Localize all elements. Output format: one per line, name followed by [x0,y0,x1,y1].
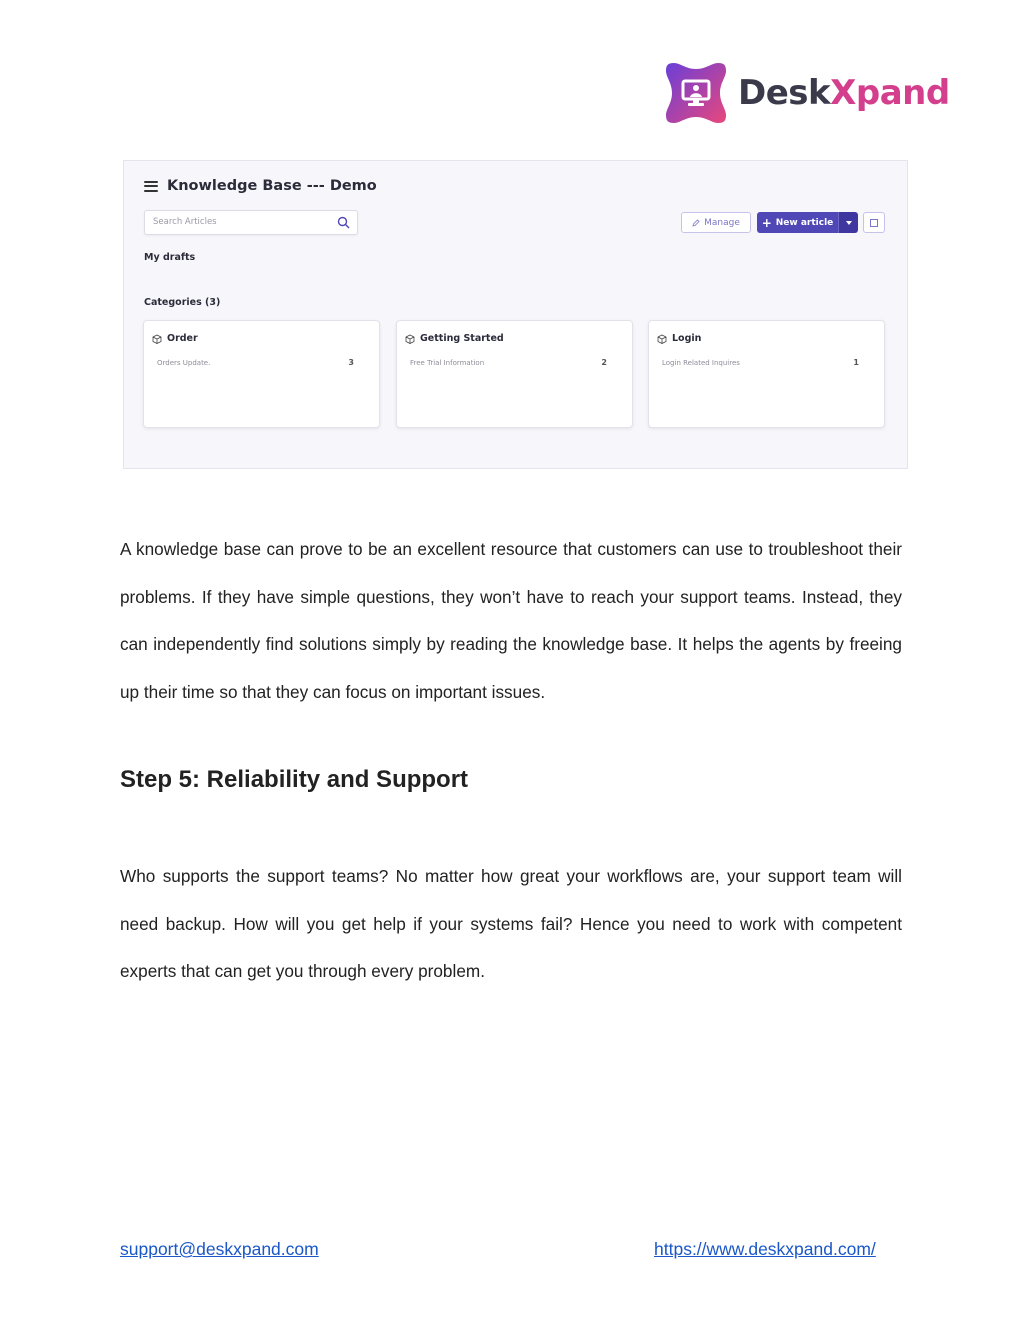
monitor-icon [664,61,728,125]
search-placeholder: Search Articles [153,217,217,227]
cube-icon [657,334,667,344]
support-email-link[interactable]: support@deskxpand.com [120,1239,319,1259]
cube-icon [405,334,415,344]
cube-icon [152,334,162,344]
expand-button[interactable] [863,212,885,233]
new-article-label: New article [775,217,834,228]
new-article-button[interactable] [757,212,838,233]
category-title: Getting Started [420,333,504,344]
chevron-down-icon [846,221,852,225]
paragraph-knowledge-base: A knowledge base can prove to be an excellent resource that customers can use to troubleshoot their problems. If they have simple questions, they won’t have to reach your support teams. Instead, they can independently find solutions simply by reading the knowledge base. It helps the agents by freeing up their time so that they can focus on important issues. [120,539,902,702]
category-card-login[interactable] [648,320,885,428]
card-title-row [657,333,701,344]
website-link[interactable]: https://www.deskxpand.com/ [654,1239,876,1259]
paragraph-reliability: Who supports the support teams? No matter how great your workflows are, your support team will need backup. How will you get help if your systems fail? Hence you need to work with competent experts that can get you through every problem. [120,866,902,981]
category-description: Free Trial Information [410,359,485,367]
my-drafts-label: My drafts [144,252,196,263]
logo-word-desk: Desk [738,73,831,113]
category-count: 3 [348,358,354,367]
category-title: Order [167,333,198,344]
category-title: Login [672,333,702,344]
menu-icon[interactable] [144,181,158,192]
pencil-icon [692,219,700,227]
card-title-row [405,333,504,344]
category-description: Login Related Inquires [662,359,740,367]
categories-label: Categories (3) [144,297,221,308]
category-card-getting-started[interactable] [396,320,633,428]
manage-label: Manage [704,217,740,228]
step-5-heading: Step 5: Reliability and Support [120,766,469,793]
new-article-dropdown-button[interactable] [838,212,858,233]
kb-title: Knowledge Base --- Demo [167,178,377,194]
search-input[interactable] [144,210,358,235]
kb-header [144,178,377,194]
card-title-row [152,333,198,344]
category-description: Orders Update. [157,359,211,367]
category-card-order[interactable] [143,320,380,428]
logo-word-xpand: Xpand [830,73,950,113]
manage-button[interactable] [681,212,751,233]
plus-icon: + [761,215,772,230]
category-count: 2 [601,358,607,367]
search-icon[interactable] [337,216,350,229]
logo-wordmark [738,73,950,113]
knowledge-base-screenshot [123,160,908,469]
category-count: 1 [853,358,859,367]
square-icon [870,219,878,227]
deskxpand-logo [664,61,950,125]
